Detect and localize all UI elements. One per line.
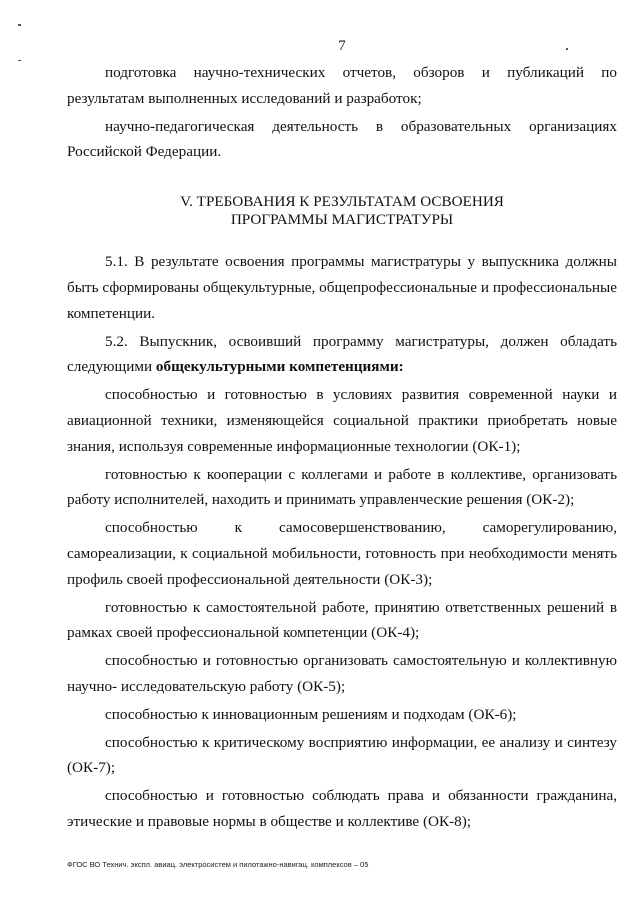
paragraph-teaching: научно-педагогическая деятельность в образовательных организациях Российской Федерации.: [67, 117, 617, 161]
competence-ok-6: способностью к инновационным решениям и подходам (ОК-6);: [105, 705, 517, 723]
competence-ok-1: способностью и готовностью в условиях развития современной науки и авиационной техники, изменяющейся социальной практики приобретать новые знания, используя современные информационные технологии (ОК-1);: [67, 386, 617, 455]
paragraph-5-2: [67, 329, 617, 381]
competence-ok-5: способностью и готовностью организовать самостоятельную и коллективную научно- исследовательскую работу (ОК-5);: [67, 652, 617, 695]
document-body: [67, 60, 617, 835]
competence-ok-8: способностью и готовностью соблюдать права и обязанности гражданина, этические и правовые нормы в обществе и коллективе (ОК-8);: [67, 787, 617, 830]
section-heading-line2: ПРОГРАММЫ МАГИСТРАТУРЫ: [230, 211, 454, 229]
paragraph-5-1: 5.1. В результате освоения программы магистратуры у выпускника должны быть сформированы общекультурные, общепрофессиональные и профессиональные компетенции.: [67, 253, 617, 322]
page-number: 7: [338, 38, 346, 54]
paragraph-reports: подготовка научно-технических отчетов, обзоров и публикаций по результатам выполненных исследований и разработок;: [67, 64, 617, 107]
scan-speck: [18, 60, 21, 61]
section-heading-line1: V. ТРЕБОВАНИЯ К РЕЗУЛЬТАТАМ ОСВОЕНИЯ: [180, 193, 504, 211]
competence-ok-4: готовностью к самостоятельной работе, принятию ответственных решений в рамках своей профессиональной компетенции (ОК-4);: [67, 598, 617, 642]
paragraph-5-2-bold: общекультурными компетенциями:: [155, 358, 404, 376]
paragraph-5-2-lead: 5.2. Выпускник, освоивший программу магистратуры, должен обладать следующими: [67, 332, 617, 376]
scan-speck: [18, 24, 21, 26]
section-heading: [67, 193, 617, 229]
competence-ok-2: готовностью к кооперации с коллегами и работе в коллективе, организовать работу исполнителей, находить и принимать управленческие решения (ОК-2);: [67, 465, 617, 509]
competence-ok-7: способностью к критическому восприятию информации, ее анализу и синтезу (ОК-7);: [67, 733, 617, 777]
competence-ok-3: способностью к самосовершенствованию, саморегулированию, самореализации, к социальной мобильности, готовность при необходимости менять профиль своей профессиональной деятельности (ОК-3);: [67, 519, 617, 588]
page-footer: ФГОС ВО Технич. экспл. авиац. электросистем и пилотажно-навигац. комплексов – 05: [67, 860, 369, 869]
